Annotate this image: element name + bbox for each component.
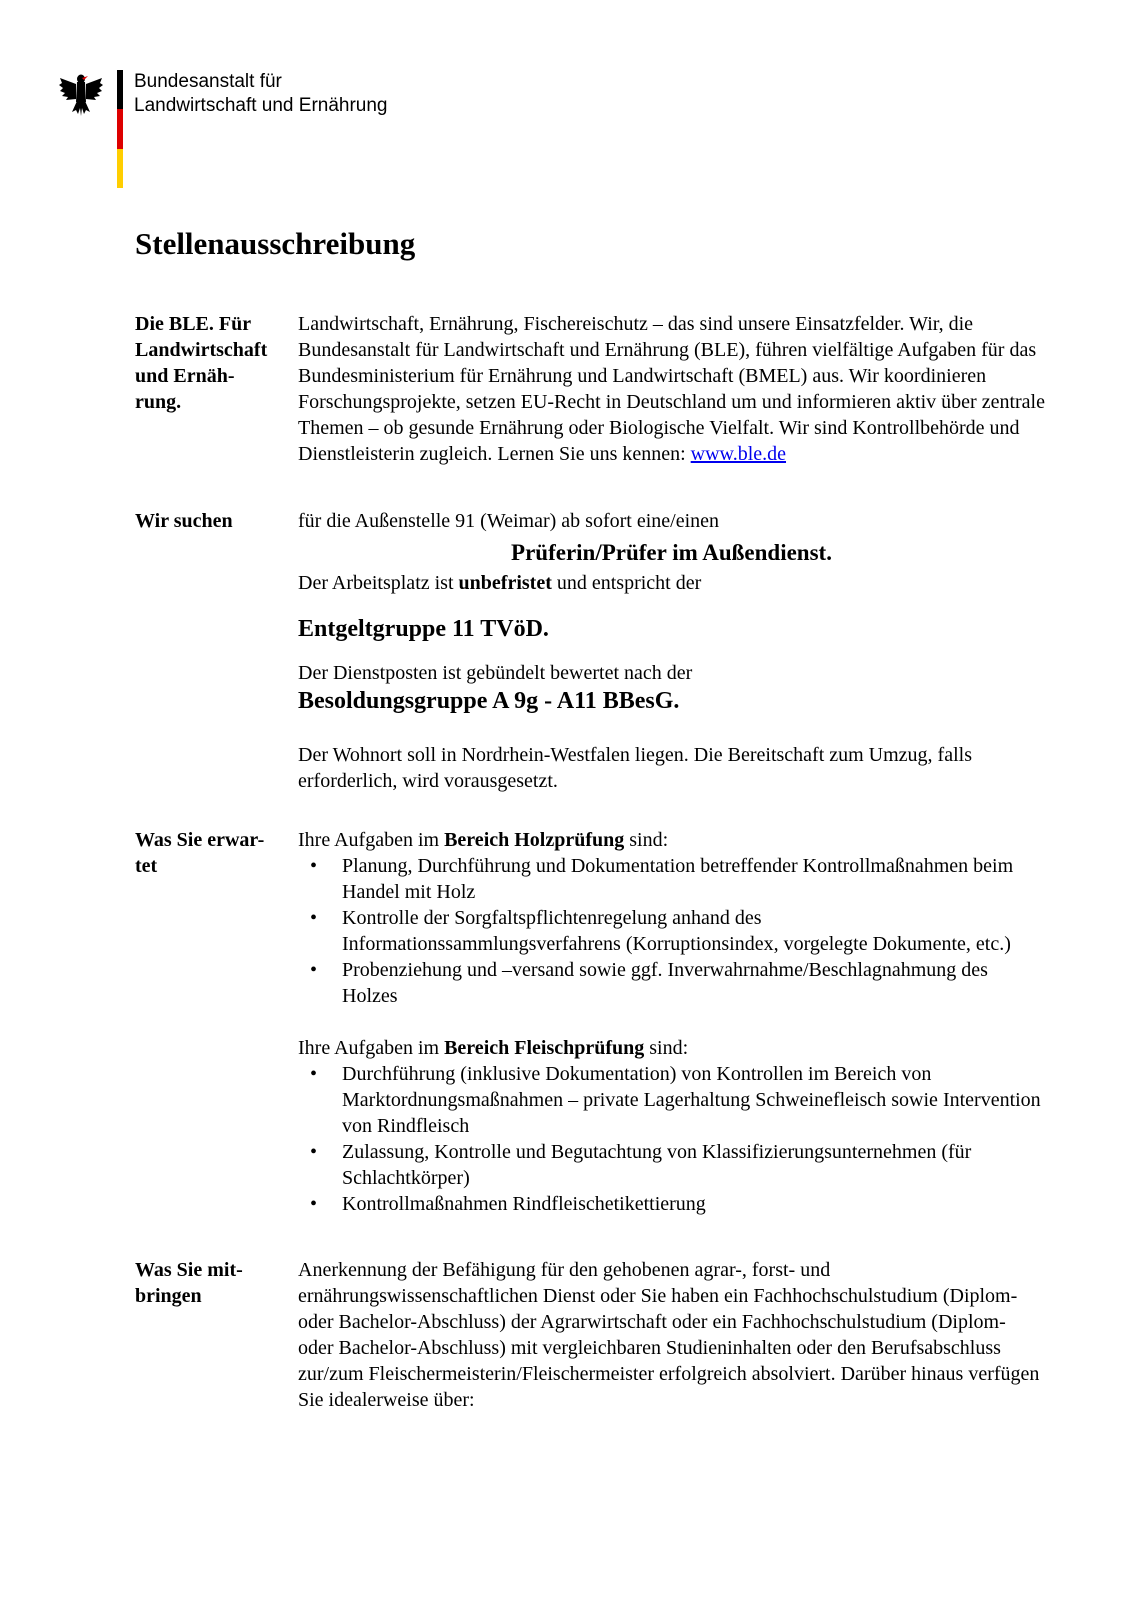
intro-text: Landwirtschaft, Ernährung, Fischereischutz – das sind unsere Einsatzfelder. Wir, die Bundesanstalt für Landwirtschaft und Ernährung (BLE), führen vielfältige Aufgaben für das Bundesministerium für Ernährung und Landwirtschaft (BMEL) aus. Wir koordinieren Forschungsprojekte, setzen EU-Recht in Deutschland um und informieren aktiv über zentrale Themen – ob gesunde Ernährung oder Biologische Vielfalt. Wir sind Kontrollbehörde und Dienstleisterin zugleich. Lernen Sie uns kennen: www.ble.de — [298, 313, 1045, 465]
holz-task-list — [298, 853, 1045, 1009]
logo-header — [58, 70, 478, 192]
requirements-text: Anerkennung der Befähigung für den gehobenen agrar-, forst- und ernährungswissenschaftlichen Dienst oder Sie haben ein Fachhochschulstudium (Diplom- oder Bachelor-Abschluss) der Agrarwirtschaft oder ein Fachhochschulstudium (Diplom- oder Bachelor-Abschluss) mit vergleichbaren Studieninhalten oder den Berufsabschluss zur/zum Fleischermeisterin/Fleischermeister erfolgreich absolviert. Darüber hinaus verfügen Sie idealerweise über: — [298, 1259, 1040, 1411]
position-title: Prüferin/Prüfer im Außendienst. — [511, 540, 832, 565]
fleisch-task-list — [298, 1061, 1045, 1217]
rating-line: Der Dienstposten ist gebündelt bewertet nach der — [298, 662, 693, 684]
section-label-search: Wir suchen — [135, 510, 233, 532]
ble-website-link[interactable]: www.ble.de — [690, 443, 787, 465]
contract-line: Der Arbeitsplatz ist unbefristet und entspricht der — [298, 572, 702, 594]
tasks-content — [298, 827, 1045, 1217]
list-item: • Kontrollmaßnahmen Rindfleischetikettierung — [310, 1193, 706, 1215]
list-item: • Kontrolle der Sorgfaltspflichtenregelung anhand des Informationssammlungsverfahrens (Korruptionsindex, vorgelegte Dokumente, etc.) — [310, 907, 1011, 955]
german-flag-bar — [117, 70, 123, 188]
salary-group: Besoldungsgruppe A 9g - A11 BBesG. — [298, 688, 680, 714]
list-item: • Durchführung (inklusive Dokumentation) von Kontrollen im Bereich von Marktordnungsmaßnahmen – private Lagerhaltung Schweinefleisch sowie Intervention von Rindfleisch — [310, 1063, 1041, 1137]
list-item: • Zulassung, Kontrolle und Begutachtung von Klassifizierungsunternehmen (für Schlachtkörper) — [310, 1141, 972, 1189]
section-label-requirements: Was Sie mit- bringen — [135, 1259, 243, 1307]
page-title: Stellenausschreibung — [135, 226, 416, 261]
list-item: • Planung, Durchführung und Dokumentation betreffender Kontrollmaßnahmen beim Handel mit Holz — [310, 855, 1014, 903]
pay-group: Entgeltgruppe 11 TVöD. — [298, 616, 549, 642]
organization-name: Bundesanstalt für Landwirtschaft und Ernährung — [134, 71, 388, 116]
section-label-tasks: Was Sie erwar- tet — [135, 829, 265, 877]
residence-text: Der Wohnort soll in Nordrhein-Westfalen liegen. Die Bereitschaft zum Umzug, falls erforderlich, wird vorausgesetzt. — [298, 744, 972, 792]
federal-eagle-icon — [58, 72, 104, 118]
holz-intro: Ihre Aufgaben im Bereich Holzprüfung sind: — [298, 829, 669, 851]
fleisch-intro: Ihre Aufgaben im Bereich Fleischprüfung sind: — [298, 1037, 689, 1059]
list-item: • Probenziehung und –versand sowie ggf. Inverwahrnahme/Beschlagnahmung des Holzes — [310, 959, 988, 1007]
location-line: für die Außenstelle 91 (Weimar) ab sofort eine/einen — [298, 510, 720, 532]
search-content — [298, 508, 1045, 794]
section-label-intro: Die BLE. Für Landwirtschaft und Ernäh- rung. — [135, 313, 268, 413]
